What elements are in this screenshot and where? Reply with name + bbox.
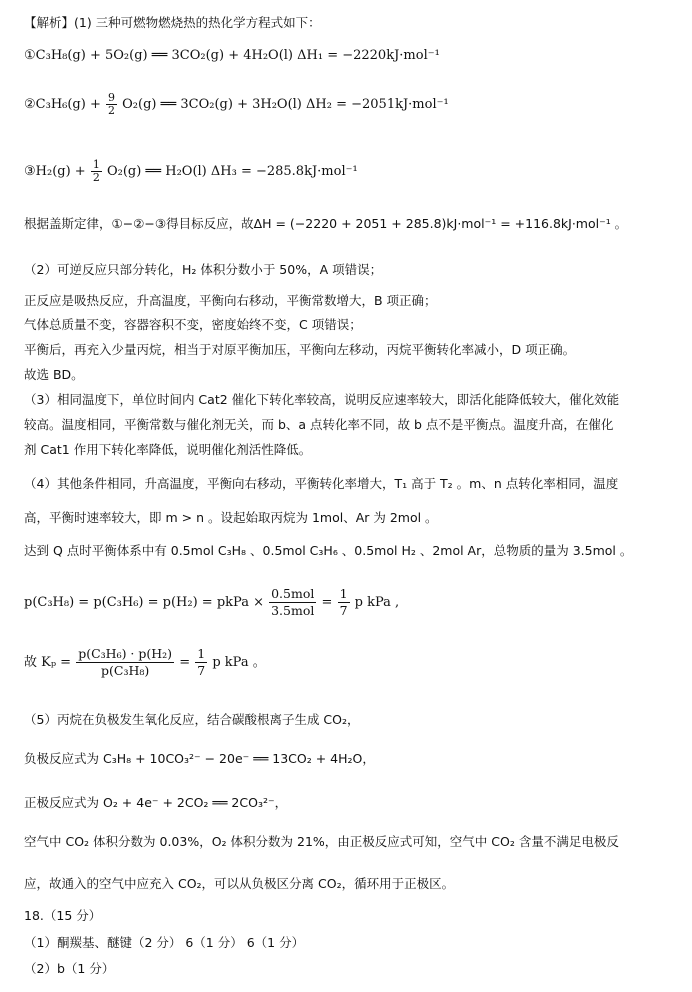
partial-pressure-numerator-b: 1 bbox=[339, 586, 348, 601]
part-2-answer: 故选 BD。 bbox=[24, 367, 84, 382]
question-18-part-1: （1）酮羰基、醚键（2 分） 6（1 分） 6（1 分） bbox=[24, 935, 305, 950]
equation-2-fraction bbox=[106, 92, 117, 117]
cathode-reaction-line: 正极反应式为 O₂ + 4e⁻ + 2CO₂ ══ 2CO₃²⁻， bbox=[24, 795, 288, 810]
part-2-line-c: 气体总质量不变，容器容积不变，密度始终不变，C 项错误； bbox=[24, 317, 362, 332]
kp-right: p kPa 。 bbox=[212, 655, 266, 670]
kp-denominator-a: p(C₃H₈) bbox=[101, 663, 150, 678]
part-3-line-a: （3）相同温度下，单位时间内 Cat2 催化下转化率较高，说明反应速率较大，即活化能降低较大，催化效能 bbox=[24, 392, 620, 407]
partial-pressure-denominator-b: 7 bbox=[339, 603, 348, 618]
equation-2-left: ②C₃H₆(g) + bbox=[24, 97, 101, 112]
question-18-heading: 18.（15 分） bbox=[24, 908, 102, 923]
kp-numerator-a: p(C₃H₆) · p(H₂) bbox=[78, 646, 173, 661]
partial-pressure-right: p kPa , bbox=[354, 595, 400, 610]
partial-pressure-equation bbox=[24, 586, 399, 619]
part-2-line-b: 正反应是吸热反应，升高温度，平衡向右移动，平衡常数增大，B 项正确； bbox=[24, 293, 437, 308]
part-2-line-a: （2）可逆反应只部分转化，H₂ 体积分数小于 50%，A 项错误； bbox=[24, 262, 383, 277]
equation-3-numerator: 1 bbox=[92, 158, 100, 171]
equation-2-denominator: 2 bbox=[108, 104, 115, 117]
part-4-line-b: 高，平衡时速率较大，即 m > n 。设起始取丙烷为 1mol、Ar 为 2mol 。 bbox=[24, 510, 438, 525]
hess-law-line: 根据盖斯定律，①−②−③得目标反应，故ΔH = (−2220 + 2051 + 285.8)kJ·mol⁻¹ = +116.8kJ·mol⁻¹ 。 bbox=[24, 216, 628, 231]
partial-pressure-left: p(C₃H₈) = p(C₃H₆) = p(H₂) = pkPa × bbox=[24, 595, 264, 610]
part-5-line-a: （5）丙烷在负极发生氧化反应，结合碳酸根离子生成 CO₂， bbox=[24, 712, 360, 727]
partial-pressure-numerator-a: 0.5mol bbox=[271, 586, 315, 601]
partial-pressure-denominator-a: 3.5mol bbox=[271, 603, 315, 618]
equation-2 bbox=[24, 92, 449, 117]
equation-3 bbox=[24, 159, 358, 184]
part-5-line-d: 空气中 CO₂ 体积分数为 0.03%，O₂ 体积分数为 21%，由正极反应式可知，空气中 CO₂ 含量不满足电极反 bbox=[24, 834, 619, 849]
equation-3-fraction bbox=[91, 159, 102, 184]
equation-2-numerator: 9 bbox=[108, 91, 115, 104]
equation-1: ①C₃H₈(g) + 5O₂(g) ══ 3CO₂(g) + 4H₂O(l) ΔH₁ = −2220kJ·mol⁻¹ bbox=[24, 48, 440, 63]
part-2-line-d: 平衡后，再充入少量丙烷，相当于对原平衡加压，平衡向左移动，丙烷平衡转化率减小，D 项正确。 bbox=[24, 342, 576, 357]
question-18-part-2: （2）b（1 分） bbox=[24, 961, 115, 976]
part-3-line-b: 较高。温度相同，平衡常数与催化剂无关，而 b、a 点转化率不同，故 b 点不是平衡点。温度升高，在催化 bbox=[24, 417, 614, 432]
kp-denominator-b: 7 bbox=[197, 663, 206, 678]
part-4-line-a: （4）其他条件相同，升高温度，平衡向右移动，平衡转化率增大，T₁ 高于 T₂ 。m、n 点转化率相同，温度 bbox=[24, 476, 619, 491]
equation-3-left: ③H₂(g) + bbox=[24, 164, 86, 179]
kp-numerator-b: 1 bbox=[197, 646, 206, 661]
kp-equation bbox=[24, 646, 266, 679]
part-4-line-c: 达到 Q 点时平衡体系中有 0.5mol C₃H₈ 、0.5mol C₃H₆ 、0.5mol H₂ 、2mol Ar，总物质的量为 3.5mol 。 bbox=[24, 543, 633, 558]
part-5-line-e: 应，故通入的空气中应充入 CO₂，可以从负极区分离 CO₂，循环用于正极区。 bbox=[24, 876, 455, 891]
equation-2-right: O₂(g) ══ 3CO₂(g) + 3H₂O(l) ΔH₂ = −2051kJ·mol⁻¹ bbox=[122, 97, 449, 112]
partial-pressure-fraction-b bbox=[338, 586, 350, 619]
kp-fraction-b bbox=[195, 646, 207, 679]
kp-equals: = bbox=[179, 655, 191, 670]
part-3-line-c: 剂 Cat1 作用下转化率降低，说明催化剂活性降低。 bbox=[24, 442, 312, 457]
kp-left: 故 Kₚ = bbox=[24, 655, 72, 670]
equation-3-denominator: 2 bbox=[92, 171, 100, 184]
partial-pressure-fraction-a bbox=[269, 586, 316, 619]
equation-3-right: O₂(g) ══ H₂O(l) ΔH₃ = −285.8kJ·mol⁻¹ bbox=[106, 164, 358, 179]
anode-reaction-line: 负极反应式为 C₃H₈ + 10CO₃²⁻ − 20e⁻ ══ 13CO₂ + 4H₂O， bbox=[24, 751, 375, 766]
analysis-heading-line: 【解析】(1) 三种可燃物燃烧热的热化学方程式如下： bbox=[24, 15, 321, 30]
partial-pressure-equals: = bbox=[321, 595, 333, 610]
kp-fraction-a bbox=[76, 646, 174, 679]
